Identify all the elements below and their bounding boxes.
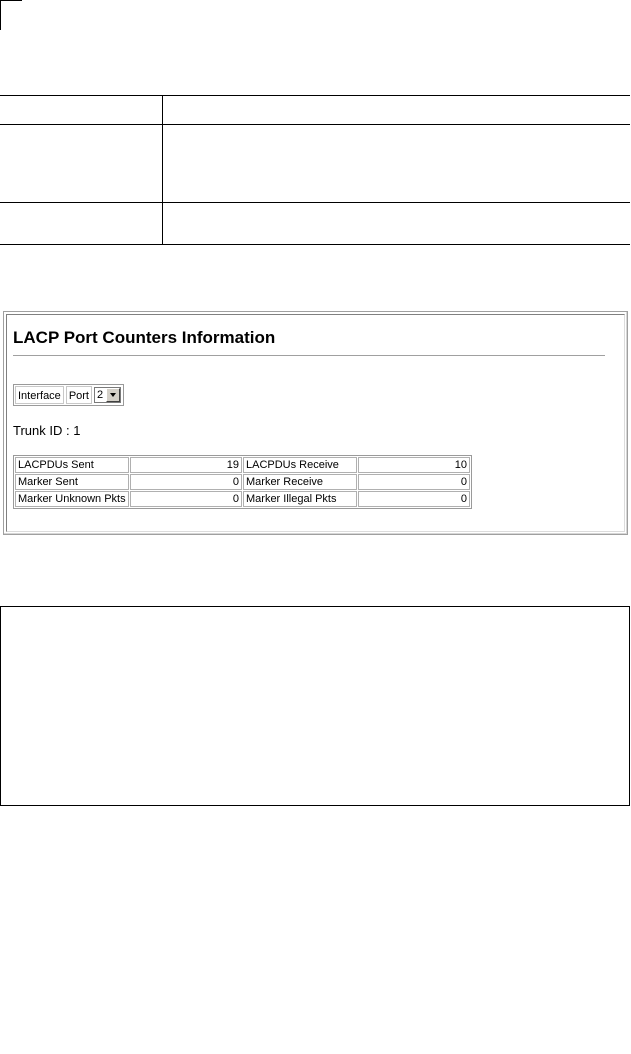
page-title: LACP Port Counters Information <box>13 328 276 347</box>
table-row <box>15 457 470 473</box>
counter-value: 0 <box>130 491 242 507</box>
port-select-value: 2 <box>97 389 104 401</box>
chevron-down-icon[interactable] <box>106 388 120 402</box>
table-row <box>0 125 630 203</box>
port-label: Port <box>66 386 92 404</box>
table-row <box>0 96 630 125</box>
description-table <box>0 95 630 245</box>
title-divider <box>13 355 605 357</box>
interface-selector <box>13 384 124 406</box>
counter-value: 10 <box>358 457 470 473</box>
table-row <box>0 203 630 245</box>
lacp-counters-screenshot <box>3 311 628 535</box>
counter-label: Marker Illegal Pkts <box>243 491 357 507</box>
trunk-id-label: Trunk ID : 1 <box>13 423 81 438</box>
table-row <box>15 474 470 490</box>
counter-value: 19 <box>130 457 242 473</box>
counter-label: Marker Receive <box>243 474 357 490</box>
counters-table <box>13 455 472 509</box>
counter-label: LACPDUs Receive <box>243 457 357 473</box>
counter-value: 0 <box>358 474 470 490</box>
counter-label: Marker Sent <box>15 474 129 490</box>
table-row <box>15 491 470 507</box>
interface-label: Interface <box>15 386 64 404</box>
counter-label: LACPDUs Sent <box>15 457 129 473</box>
crop-mark <box>0 0 22 30</box>
port-select[interactable] <box>94 387 121 403</box>
cli-example-box <box>0 606 630 806</box>
counter-value: 0 <box>130 474 242 490</box>
counter-label: Marker Unknown Pkts <box>15 491 129 507</box>
counter-value: 0 <box>358 491 470 507</box>
